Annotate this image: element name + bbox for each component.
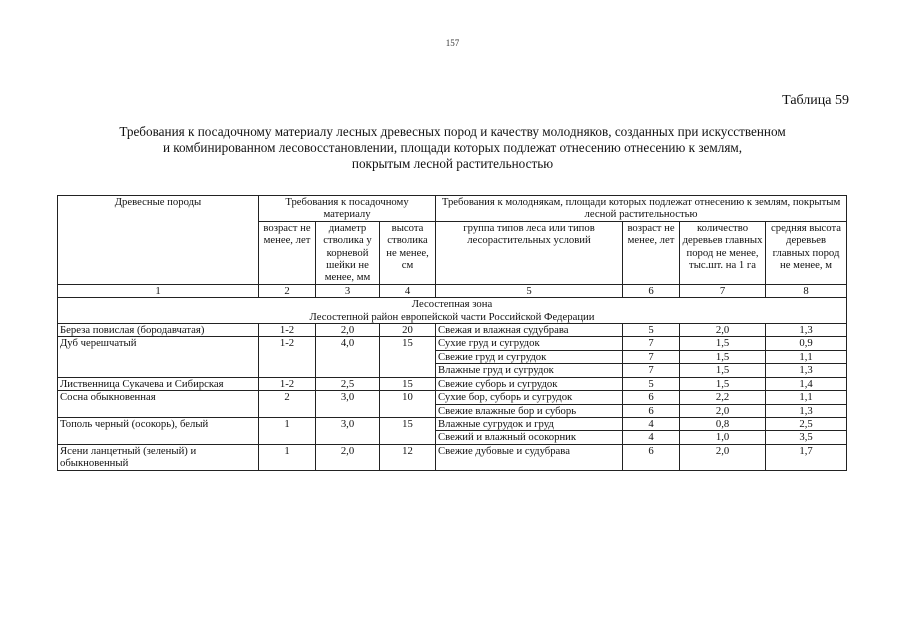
table-row (58, 337, 847, 350)
stem-diameter-cell: 3,0 (316, 391, 380, 418)
tree-count-cell: 1,5 (680, 364, 766, 377)
stem-height-cell: 15 (380, 417, 436, 444)
header-age-planting: возраст не менее, лет (259, 221, 316, 284)
table-row (58, 324, 847, 337)
table-label: Таблица 59 (782, 93, 849, 108)
young-age-cell: 6 (623, 404, 680, 417)
avg-height-cell: 1,1 (766, 391, 847, 404)
requirements-table (57, 195, 847, 471)
planting-age-cell: 1 (259, 444, 316, 470)
tree-count-cell: 2,0 (680, 324, 766, 337)
document-title (40, 124, 865, 172)
column-number: 8 (766, 284, 847, 297)
forest-type-cell: Свежие влажные бор и суборь (436, 404, 623, 417)
avg-height-cell: 3,5 (766, 431, 847, 444)
column-number: 4 (380, 284, 436, 297)
header-stem-height: высота стволика не менее, см (380, 221, 436, 284)
tree-count-cell: 2,0 (680, 444, 766, 470)
stem-height-cell: 20 (380, 324, 436, 337)
header-species: Древесные породы (58, 196, 259, 285)
forest-type-cell: Свежие дубовые и судубрава (436, 444, 623, 470)
avg-height-cell: 1,3 (766, 364, 847, 377)
species-cell: Сосна обыкновенная (58, 391, 259, 418)
species-cell: Тополь черный (осокорь), белый (58, 417, 259, 444)
forest-type-cell: Свежие груд и сугрудок (436, 350, 623, 363)
tree-count-cell: 0,8 (680, 417, 766, 430)
forest-type-cell: Свежий и влажный осокорник (436, 431, 623, 444)
zone-title: Лесостепная зона (411, 298, 493, 311)
young-age-cell: 6 (623, 391, 680, 404)
planting-age-cell: 1 (259, 417, 316, 444)
planting-age-cell: 2 (259, 391, 316, 418)
tree-count-cell: 1,5 (680, 350, 766, 363)
avg-height-cell: 1,7 (766, 444, 847, 470)
stem-diameter-cell: 2,0 (316, 324, 380, 337)
forest-type-cell: Влажные сугрудок и груд (436, 417, 623, 430)
species-cell: Береза повислая (бородавчатая) (58, 324, 259, 337)
avg-height-cell: 1,3 (766, 404, 847, 417)
tree-count-cell: 1,5 (680, 337, 766, 350)
species-cell: Ясени ланцетный (зеленый) и обыкновенный (58, 444, 259, 470)
column-number-row (58, 284, 847, 297)
header-forest-type-group: группа типов леса или типов лесорастительных условий (436, 221, 623, 284)
column-number: 3 (316, 284, 380, 297)
young-age-cell: 7 (623, 337, 680, 350)
young-age-cell: 4 (623, 417, 680, 430)
section-heading (58, 298, 847, 324)
forest-type-cell: Свежие суборь и сугрудок (436, 377, 623, 390)
avg-height-cell: 1,3 (766, 324, 847, 337)
avg-height-cell: 1,4 (766, 377, 847, 390)
column-number: 2 (259, 284, 316, 297)
column-number: 6 (623, 284, 680, 297)
tree-count-cell: 1,0 (680, 431, 766, 444)
young-age-cell: 6 (623, 444, 680, 470)
stem-diameter-cell: 4,0 (316, 337, 380, 377)
species-cell: Дуб черешчатый (58, 337, 259, 377)
header-age-young: возраст не менее, лет (623, 221, 680, 284)
table-row (58, 444, 847, 470)
column-number: 7 (680, 284, 766, 297)
title-line: и комбинированном лесовосстановлении, площади которых подлежат отнесению отнесению к землям, (162, 140, 743, 155)
stem-diameter-cell: 3,0 (316, 417, 380, 444)
young-age-cell: 5 (623, 377, 680, 390)
stem-diameter-cell: 2,0 (316, 444, 380, 470)
title-line: Требования к посадочному материалу лесных древесных пород и качеству молодняков, созданных при искусственном (119, 124, 786, 139)
young-age-cell: 7 (623, 364, 680, 377)
stem-height-cell: 10 (380, 391, 436, 418)
avg-height-cell: 2,5 (766, 417, 847, 430)
avg-height-cell: 1,1 (766, 350, 847, 363)
forest-type-cell: Свежая и влажная судубрава (436, 324, 623, 337)
header-stem-diameter: диаметр стволика у корневой шейки не менее, мм (316, 221, 380, 284)
table-row (58, 417, 847, 430)
avg-height-cell: 0,9 (766, 337, 847, 350)
header-planting-requirements: Требования к посадочному материалу (259, 196, 436, 222)
stem-height-cell: 15 (380, 377, 436, 390)
header-tree-count: количество деревьев главных пород не менее, тыс.шт. на 1 га (680, 221, 766, 284)
stem-height-cell: 15 (380, 337, 436, 377)
planting-age-cell: 1-2 (259, 337, 316, 377)
region-title: Лесостепной район европейской части Российской Федерации (309, 310, 595, 323)
tree-count-cell: 1,5 (680, 377, 766, 390)
column-number: 5 (436, 284, 623, 297)
page-number: 157 (445, 38, 460, 48)
stem-diameter-cell: 2,5 (316, 377, 380, 390)
table-row (58, 377, 847, 390)
planting-age-cell: 1-2 (259, 377, 316, 390)
young-age-cell: 4 (623, 431, 680, 444)
column-number: 1 (58, 284, 259, 297)
forest-type-cell: Влажные груд и сугрудок (436, 364, 623, 377)
young-age-cell: 5 (623, 324, 680, 337)
young-age-cell: 7 (623, 350, 680, 363)
planting-age-cell: 1-2 (259, 324, 316, 337)
tree-count-cell: 2,0 (680, 404, 766, 417)
header-avg-height: средняя высота деревьев главных пород не менее, м (766, 221, 847, 284)
title-line: покрытым лесной растительностью (351, 156, 554, 171)
table-row (58, 391, 847, 404)
forest-type-cell: Сухие бор, суборь и сугрудок (436, 391, 623, 404)
section-row (58, 298, 847, 324)
forest-type-cell: Сухие груд и сугрудок (436, 337, 623, 350)
species-cell: Лиственница Сукачева и Сибирская (58, 377, 259, 390)
tree-count-cell: 2,2 (680, 391, 766, 404)
stem-height-cell: 12 (380, 444, 436, 470)
header-young-stand-requirements: Требования к молоднякам, площади которых подлежат отнесению к землям, покрытым лесной растительностью (436, 196, 847, 222)
